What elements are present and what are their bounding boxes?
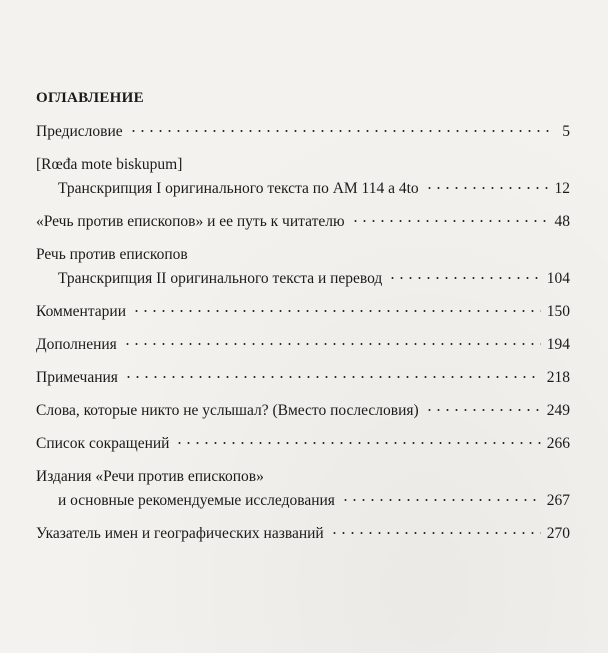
toc-entry-label: «Речь против епископов» и ее путь к читателю: [36, 213, 345, 230]
toc-entry-label: Транскрипция II оригинального текста и перевод: [58, 270, 383, 287]
toc-page-number: 249: [546, 402, 570, 419]
toc-entry-label: Транскрипция I оригинального текста по AM 114 a 4to: [58, 180, 419, 197]
dot-leader: [124, 376, 541, 378]
toc-entry-label: Дополнения: [36, 336, 117, 353]
dot-leader: [388, 277, 540, 279]
toc-entry: [36, 120, 570, 144]
dot-leader: [129, 130, 550, 132]
toc-entry-label: Примечания: [36, 369, 118, 386]
dot-leader: [132, 310, 541, 312]
toc-entry-label: Список сокращений: [36, 435, 170, 452]
toc-entry-label: Слова, которые никто не услышал? (Вместо послесловия): [36, 402, 419, 419]
dot-leader: [351, 220, 549, 222]
toc-entry: [36, 399, 570, 423]
toc-entry-title: [Rœđa mote biskupum]: [36, 156, 183, 173]
toc-page-number: 266: [546, 435, 570, 452]
toc-entry: [36, 333, 570, 357]
dot-leader: [341, 499, 541, 501]
toc-entry: [36, 465, 570, 513]
toc-page-number: 5: [562, 123, 570, 140]
toc-entry: [36, 522, 570, 546]
toc-heading: ОГЛАВЛЕНИЕ: [36, 90, 144, 106]
toc-page-number: 267: [546, 492, 570, 509]
dot-leader: [330, 532, 541, 534]
table-of-contents: [36, 120, 570, 555]
toc-entry-title: Речь против епископов: [36, 246, 188, 263]
toc-page-number: 150: [546, 303, 570, 320]
toc-entry: [36, 210, 570, 234]
toc-page-number: 104: [546, 270, 570, 287]
toc-page-number: 194: [546, 336, 570, 353]
toc-entry-label: Предисловие: [36, 123, 123, 140]
toc-entry-label: Указатель имен и географических названий: [36, 525, 324, 542]
toc-page-number: 218: [546, 369, 570, 386]
toc-entry: [36, 366, 570, 390]
toc-entry: [36, 243, 570, 291]
toc-entry-title: Издания «Речи против епископов»: [36, 468, 264, 485]
toc-entry: [36, 153, 570, 201]
toc-page-number: 12: [554, 180, 570, 197]
dot-leader: [175, 442, 540, 444]
toc-entry-label: и основные рекомендуемые исследования: [58, 492, 335, 509]
dot-leader: [425, 187, 549, 189]
toc-entry: [36, 432, 570, 456]
dot-leader: [425, 409, 541, 411]
toc-page-number: 48: [554, 213, 570, 230]
dot-leader: [123, 343, 541, 345]
toc-entry-label: Комментарии: [36, 303, 126, 320]
toc-entry: [36, 300, 570, 324]
toc-page-number: 270: [546, 525, 570, 542]
